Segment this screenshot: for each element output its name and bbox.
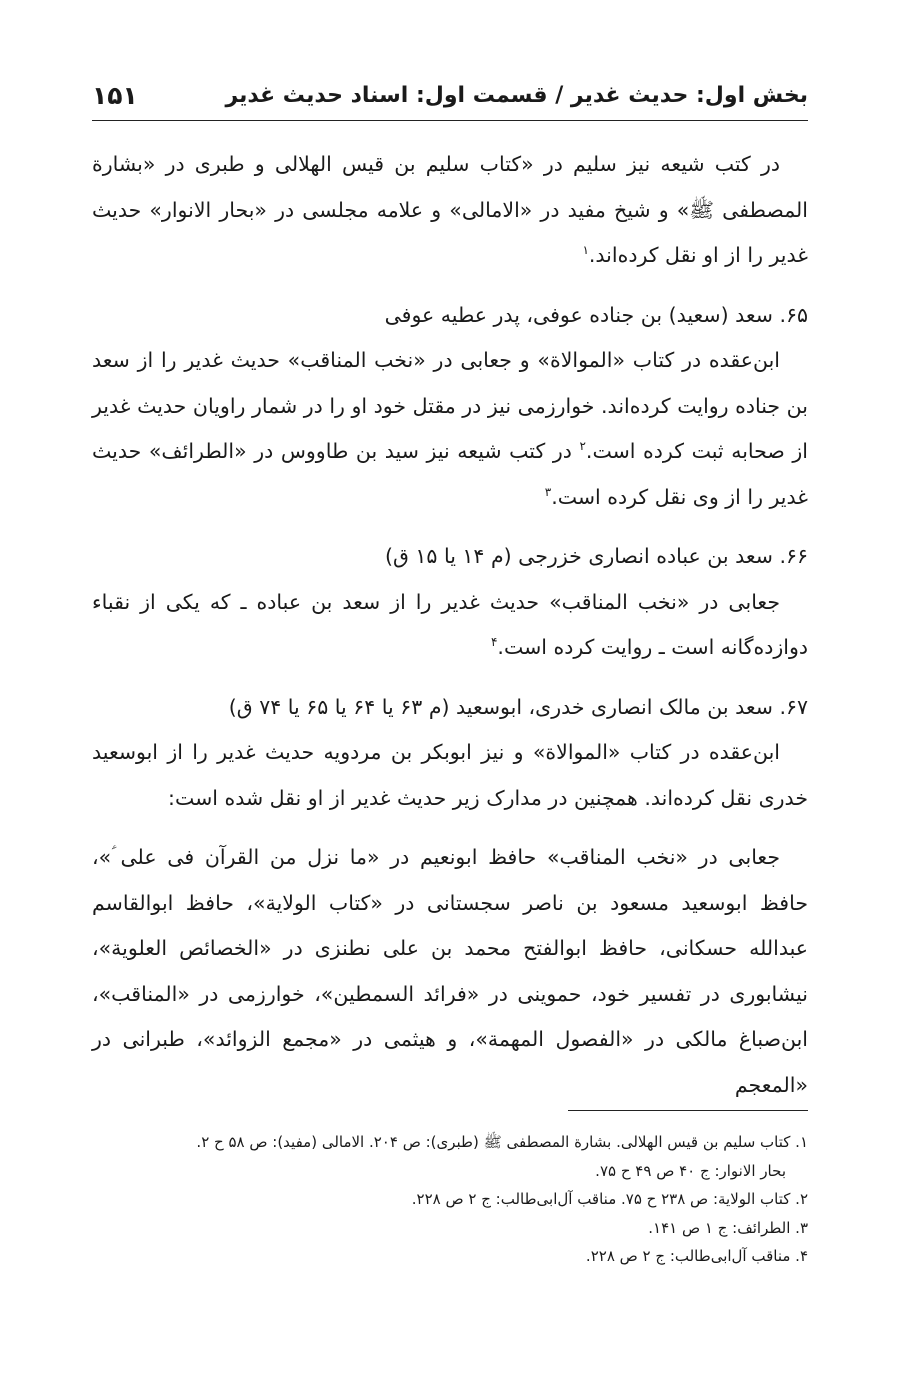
footnote-1: ۱. کتاب سلیم بن قیس الهلالی. بشارة المصطفی ﷺ (طبری): ص ۲۰۴. الامالی (مفید): ص ۵۸ ح ۲. xyxy=(196,1133,808,1151)
footnote-ref-1: ۱ xyxy=(582,243,589,258)
footnote-divider xyxy=(568,1110,808,1111)
footnotes xyxy=(92,1128,808,1271)
entry-heading-66: ۶۶. سعد بن عباده انصاری خزرجی (م ۱۴ یا ۱۵ ق) xyxy=(384,544,808,568)
footnote-ref-3: ۳ xyxy=(544,484,552,499)
footnote-3: ۳. الطرائف: ج ۱ ص ۱۴۱. xyxy=(648,1218,808,1237)
page-header xyxy=(92,70,808,121)
paragraph-saad-jonadeh: ابن‌عقده در کتاب «الموالاة» و جعابی در «نخب المناقب» حدیث غدیر را از سعد بن جناده روایت کرده‌اند. خوارزمی نیز در مقتل خود او را در شمار راویان حدیث غدیر از صحابه ثبت کرده است.$^۲$ در کتب شیعه نیز سید بن طاووس در «الطرائف» حدیث غدیر را از وی نقل کرده است.$^۳$ xyxy=(92,348,808,509)
footnote-ref-4: ۴ xyxy=(490,635,498,650)
paragraph-salim: در کتب شیعه نیز سلیم در «کتاب سلیم بن قیس الهلالی و طبری در «بشارة المصطفی ﷺ» و شیخ مفید در «الامالی» و علامه مجلسی در «بحار الانوار» حدیث غدیر را از او نقل کرده‌اند.$^۱$ xyxy=(92,152,808,267)
paragraph-saad-obadeh: جعابی در «نخب المناقب» حدیث غدیر را از سعد بن عباده ـ که یکی از نقباء دوازده‌گانه است ـ روایت کرده است.$^۴$ xyxy=(92,589,808,659)
running-title: بخش اول: حدیث غدیر / قسمت اول: اسناد حدیث غدیر xyxy=(225,82,808,108)
entry-heading-67: ۶۷. سعد بن مالک انصاری خدری، ابوسعید (م ۶۳ یا ۶۴ یا ۶۵ یا ۷۴ ق) xyxy=(228,694,808,719)
footnote-2: ۲. کتاب الولایة: ص ۲۳۸ ح ۷۵. مناقب آل‌ابی‌طالب: ج ۲ ص ۲۲۸. xyxy=(411,1190,808,1208)
footnote-4: ۴. مناقب آل‌ابی‌طالب: ج ۲ ص ۲۲۸. xyxy=(585,1247,808,1265)
entry-heading-65: ۶۵. سعد (سعید) بن جناده عوفی، پدر عطیه عوفی xyxy=(384,302,808,327)
page-number: ۱۵۱ xyxy=(92,80,138,110)
main-text xyxy=(92,142,808,1108)
paragraph-abusaid: ابن‌عقده در کتاب «الموالاة» و نیز ابوبکر بن مردویه حدیث غدیر را از ابوسعید خدری نقل کرده‌اند. همچنین در مدارک زیر حدیث غدیر از او نقل شده است: xyxy=(92,740,808,810)
footnote-1-continued: بحار الانوار: ج ۴۰ ص ۴۹ ح ۷۵. xyxy=(595,1161,786,1180)
paragraph-sources: جعابی در «نخب المناقب» حافظ ابونعیم در «ما نزل من القرآن فی علی ؑ»، حافظ ابوسعید مسعود بن ناصر سجستانی در «کتاب الولایة»، حافظ ابوالقاسم عبدالله حسکانی، حافظ ابوالفتح محمد بن علی نطنزی در «الخصائص العلویة»، نیشابوری در تفسیر خود، حموینی در «فرائد السمطین»، خوارزمی در «المناقب»، ابن‌صباغ مالکی در «الفصول المهمة»، و هیثمی در «مجمع الزوائد»، طبرانی در «المعجم xyxy=(92,845,808,1097)
footnote-ref-2: ۲ xyxy=(579,439,586,454)
